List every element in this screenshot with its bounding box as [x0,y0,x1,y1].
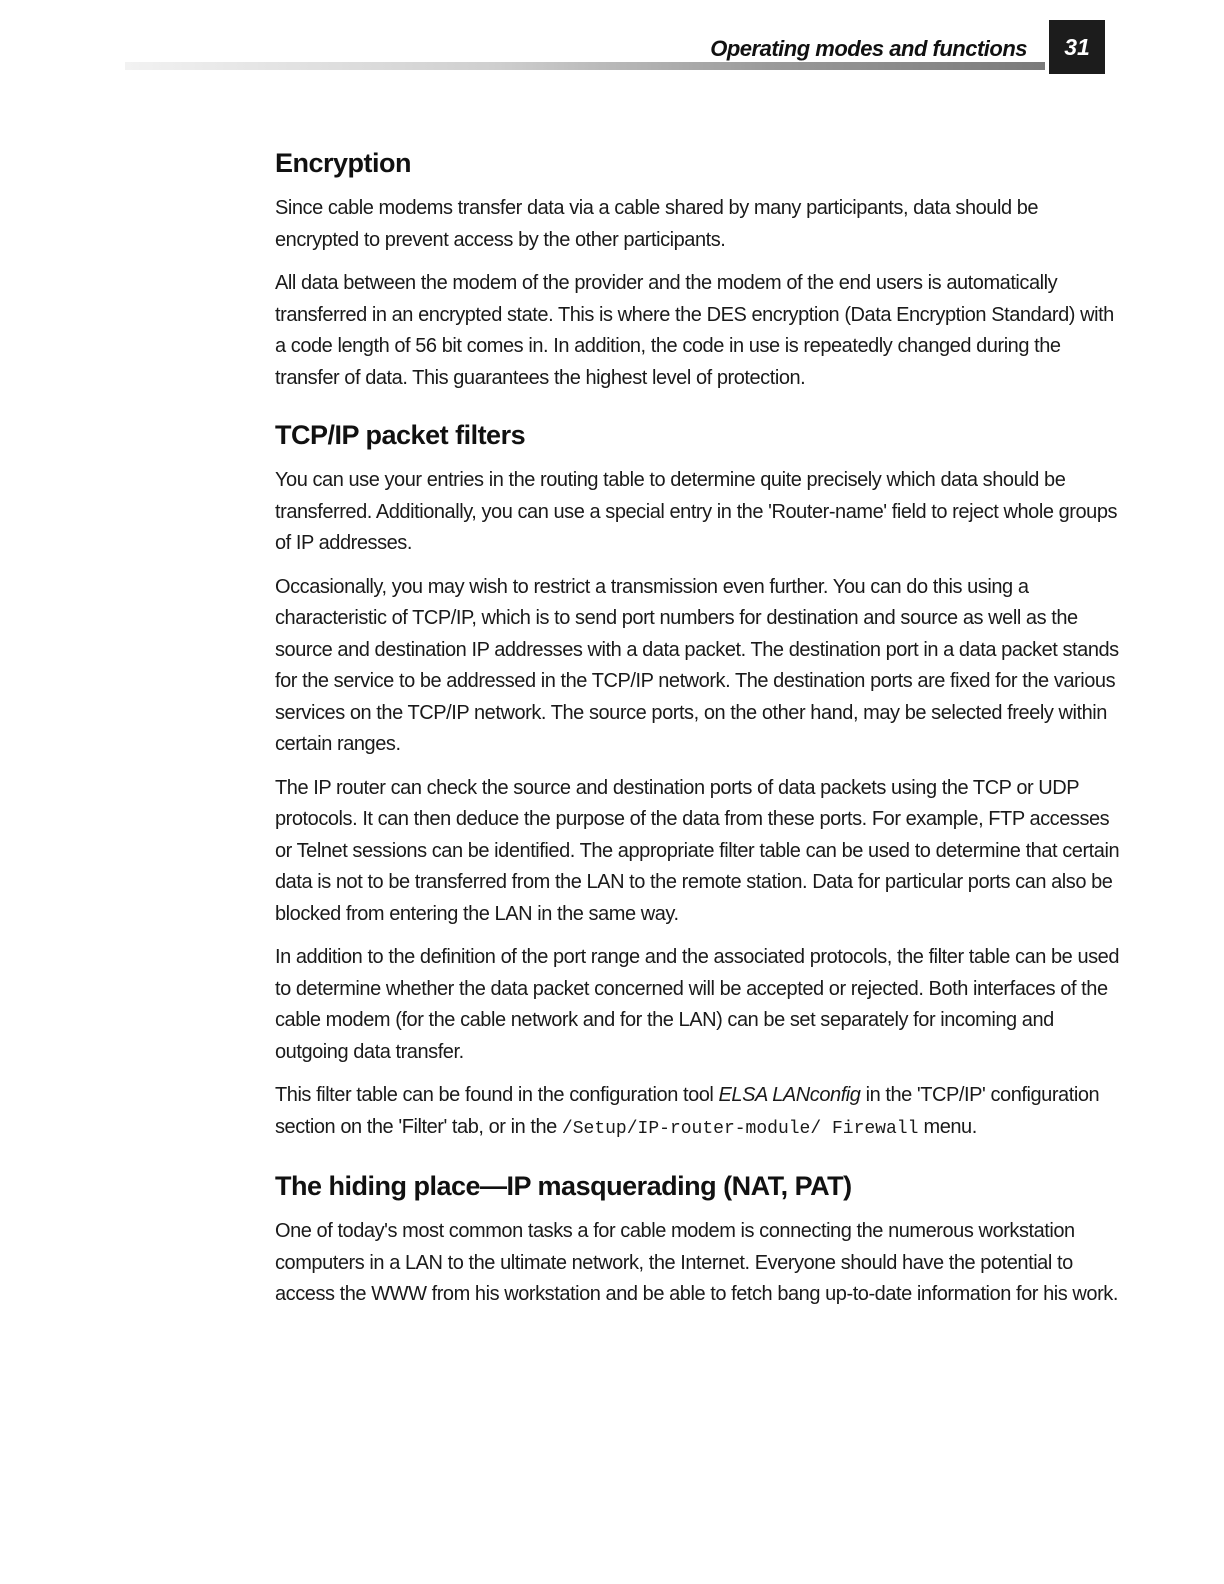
page-body [275,148,1120,1323]
config-text-2: in the 'TCP/IP' configuration section on the 'Filter' tab, or in the [275,1084,1100,1138]
paragraph: All data between the modem of the provider and the modem of the end users is automatically transferred in an encrypted state. This is where the DES encryption (Data Encryption Standard) with a code length of 56 bit comes in. In addition, the code in use is repeatedly changed during the transfer of data. This guarantees the highest level of protection. [275,272,1114,389]
config-paragraph [275,1080,1120,1145]
section-heading-encryption: Encryption [275,148,412,178]
tool-name: ELSA LANconfig [718,1084,861,1106]
running-head: Operating modes and functions [704,36,1031,62]
paragraph: One of today's most common tasks a for cable modem is connecting the numerous workstation computers in a LAN to the ultimate network, the Internet. Everyone should have the potential to access the WWW from his workstation and be able to fetch bang up-to-date information for his work. [275,1220,1118,1305]
paragraph: In addition to the definition of the port range and the associated protocols, the filter table can be used to determine whether the data packet concerned will be accepted or rejected. Both interfaces of the cable modem (for the cable network and for the LAN) can be set separately for incoming and outgoing data transfer. [275,946,1120,1063]
paragraph: Since cable modems transfer data via a cable shared by many participants, data should be encrypted to prevent access by the other participants. [275,197,1039,251]
header-rule [125,62,1045,70]
paragraph: Occasionally, you may wish to restrict a transmission even further. You can do this using a characteristic of TCP/IP, which is to send port numbers for destination and source as well as the source and destination IP addresses with a data packet. The destination port in a data packet stands for the service to be addressed in the TCP/IP network. The destination ports are fixed for the various services on the TCP/IP network. The source ports, on the other hand, may be selected freely within certain ranges. [275,575,1119,755]
section-heading-ip-masquerading: The hiding place—IP masquerading (NAT, PAT) [275,1171,852,1201]
paragraph: The IP router can check the source and destination ports of data packets using the TCP or UDP protocols. It can then deduce the purpose of the data from these ports. For example, FTP accesses or Telnet sessions can be identified. The appropriate filter table can be used to determine that certain data is not to be transferred from the LAN to the remote station. Data for particular ports can also be blocked from entering the LAN in the same way. [275,776,1120,925]
menu-path: /Setup/IP-router-module/ Firewall [561,1118,919,1139]
config-text-1: This filter table can be found in the configuration tool [275,1084,719,1106]
config-text-3: menu. [918,1115,977,1138]
paragraph: You can use your entries in the routing table to determine quite precisely which data should be transferred. Additionally, you can use a special entry in the 'Router-name' field to reject whole groups of IP addresses. [275,469,1118,554]
section-heading-packet-filters: TCP/IP packet filters [275,420,526,450]
page-number: 31 [1049,20,1105,74]
